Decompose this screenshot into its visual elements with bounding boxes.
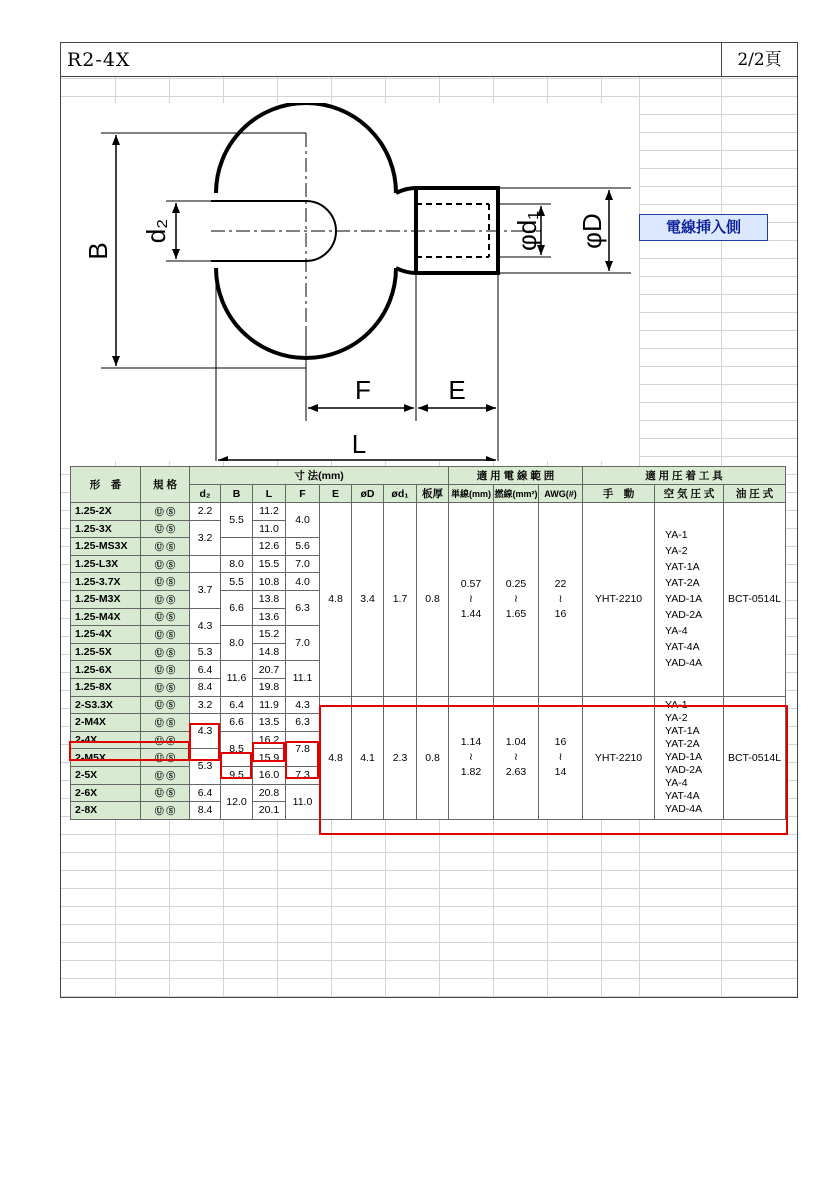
range-value: 14 (554, 766, 567, 779)
d2-cell: 8.4 (190, 678, 221, 696)
group2-phiD: 4.1 (352, 696, 384, 819)
header-dims: 寸 法(mm) (190, 467, 449, 485)
range-value: 16 (554, 607, 567, 620)
dim-label-F: F (355, 375, 371, 405)
header-model: 形 番 (71, 467, 141, 503)
model-cell: 1.25-5X (71, 643, 141, 661)
B-cell: 6.4 (221, 696, 253, 714)
range-value: ≀ (514, 592, 518, 605)
subheader-8: 単線(mm) (449, 485, 494, 503)
B-cell: 6.6 (221, 714, 253, 732)
L-cell: 10.8 (253, 573, 286, 591)
B-cell: 5.5 (221, 573, 253, 591)
model-cell: 1.25-L3X (71, 555, 141, 573)
ul-csa-mark-icon: Ⓤ Ⓢ (141, 538, 190, 556)
L-cell: 11.9 (253, 696, 286, 714)
tool-item: YAD-1A (665, 751, 703, 764)
group2-manual-tool: YHT-2210 (583, 696, 655, 819)
subheader-11: 手 動 (583, 485, 655, 503)
group2-hydraulic-tool: BCT-0514L (724, 696, 786, 819)
ul-csa-mark-icon: Ⓤ Ⓢ (141, 643, 190, 661)
tool-item: YA-2 (665, 712, 688, 725)
range-value: 1.44 (460, 607, 482, 620)
dim-label-L: L (351, 429, 367, 459)
ul-csa-mark-icon: Ⓤ Ⓢ (141, 749, 190, 767)
d2-cell (190, 555, 221, 573)
ul-csa-mark-icon: Ⓤ Ⓢ (141, 678, 190, 696)
F-cell: 7.8 (286, 731, 320, 766)
subheader-12: 空 気 圧 式 (655, 485, 724, 503)
tool-item: YA-4 (665, 777, 688, 790)
dim-label-phi-D: φD (577, 213, 607, 249)
group1-E: 4.8 (320, 503, 352, 697)
L-cell: 12.6 (253, 538, 286, 556)
range-value: 16 (554, 736, 567, 749)
group1-pneumatic-tools (655, 503, 724, 697)
group1-solid (449, 503, 494, 697)
model-cell: 1.25-M4X (71, 608, 141, 626)
model-cell: 1.25-6X (71, 661, 141, 679)
terminal-diagram (61, 103, 639, 461)
ul-csa-mark-icon: Ⓤ Ⓢ (141, 573, 190, 591)
ul-csa-mark-icon: Ⓤ Ⓢ (141, 503, 190, 521)
L-cell: 13.6 (253, 608, 286, 626)
group1-stranded (494, 503, 539, 697)
spec-table-body (71, 503, 786, 820)
range-value: ≀ (469, 592, 473, 605)
tool-item: YAD-2A (665, 609, 703, 622)
spec-table (70, 466, 786, 820)
tool-item: YAT-4A (665, 641, 700, 654)
F-cell: 6.3 (286, 590, 320, 625)
range-value: 0.57 (460, 577, 482, 590)
tool-item: YAT-4A (665, 790, 700, 803)
subheader-9: 撚線(mm²) (494, 485, 539, 503)
F-cell: 6.3 (286, 714, 320, 732)
tool-item: YAD-4A (665, 657, 703, 670)
subheader-1: B (221, 485, 253, 503)
model-cell: 2-8X (71, 802, 141, 820)
range-value: 1.04 (505, 736, 527, 749)
model-cell: 1.25-MS3X (71, 538, 141, 556)
group2-solid (449, 696, 494, 819)
header-wire-range: 適 用 電 線 範 囲 (449, 467, 583, 485)
d2-cell: 5.3 (190, 643, 221, 661)
group2-awg (539, 696, 583, 819)
tool-item: YA-2 (665, 545, 688, 558)
L-cell: 15.2 (253, 626, 286, 644)
tool-item: YA-4 (665, 625, 688, 638)
F-cell: 5.6 (286, 538, 320, 556)
tool-item: YAD-4A (665, 803, 703, 816)
L-cell: 14.8 (253, 643, 286, 661)
L-cell: 13.5 (253, 714, 286, 732)
range-value: 1.82 (460, 766, 482, 779)
tool-item: YAT-1A (665, 561, 700, 574)
ul-csa-mark-icon: Ⓤ Ⓢ (141, 696, 190, 714)
tool-item: YA-1 (665, 529, 688, 542)
range-value: ≀ (558, 592, 563, 605)
model-cell: 2-M5X (71, 749, 141, 767)
group1-hydraulic-tool: BCT-0514L (724, 503, 786, 697)
dim-label-E: E (448, 375, 466, 405)
ul-csa-mark-icon: Ⓤ Ⓢ (141, 766, 190, 784)
B-cell: 12.0 (221, 784, 253, 819)
L-cell: 13.8 (253, 590, 286, 608)
range-value: ≀ (514, 751, 518, 764)
L-cell: 15.9 (253, 749, 286, 767)
subheader-2: L (253, 485, 286, 503)
model-cell: 2-M4X (71, 714, 141, 732)
model-cell: 1.25-3X (71, 520, 141, 538)
ul-csa-mark-icon: Ⓤ Ⓢ (141, 608, 190, 626)
model-cell: 2-S3.3X (71, 696, 141, 714)
header-tools: 適 用 圧 着 工 具 (583, 467, 786, 485)
model-cell: 2-4X (71, 731, 141, 749)
group1-thickness: 0.8 (417, 503, 449, 697)
model-cell: 1.25-4X (71, 626, 141, 644)
d2-cell: 5.3 (190, 749, 221, 784)
table-row (71, 696, 786, 714)
d2-cell: 3.2 (190, 520, 221, 555)
d2-cell: 4.3 (190, 714, 221, 749)
title-row (61, 43, 797, 77)
F-cell: 7.0 (286, 626, 320, 661)
range-value: 1.65 (505, 607, 527, 620)
B-cell: 5.5 (221, 503, 253, 538)
group2-E: 4.8 (320, 696, 352, 819)
ul-csa-mark-icon: Ⓤ Ⓢ (141, 590, 190, 608)
L-cell: 20.7 (253, 661, 286, 679)
range-value: 0.25 (505, 577, 527, 590)
B-cell: 8.0 (221, 626, 253, 661)
tool-item: YA-1 (665, 699, 688, 712)
d2-cell: 4.3 (190, 608, 221, 643)
ul-csa-mark-icon: Ⓤ Ⓢ (141, 714, 190, 732)
d2-cell: 8.4 (190, 802, 221, 820)
subheader-4: E (320, 485, 352, 503)
subheader-3: F (286, 485, 320, 503)
d2-cell: 6.4 (190, 784, 221, 802)
F-cell: 7.3 (286, 766, 320, 784)
group2-thickness: 0.8 (417, 696, 449, 819)
B-cell: 8.5 (221, 731, 253, 766)
B-cell: 11.6 (221, 661, 253, 696)
L-cell: 20.1 (253, 802, 286, 820)
L-cell: 16.0 (253, 766, 286, 784)
group1-phiD: 3.4 (352, 503, 384, 697)
L-cell: 20.8 (253, 784, 286, 802)
model-cell: 1.25-8X (71, 678, 141, 696)
L-cell: 19.8 (253, 678, 286, 696)
model-cell: 1.25-3.7X (71, 573, 141, 591)
L-cell: 11.0 (253, 520, 286, 538)
B-cell: 9.5 (221, 766, 253, 784)
header-standard: 規 格 (141, 467, 190, 503)
subheader-6: ød₁ (384, 485, 417, 503)
ul-csa-mark-icon: Ⓤ Ⓢ (141, 802, 190, 820)
ul-csa-mark-icon: Ⓤ Ⓢ (141, 731, 190, 749)
dim-label-d2: d₂ (141, 218, 171, 244)
subheader-13: 油 圧 式 (724, 485, 786, 503)
F-cell: 7.0 (286, 555, 320, 573)
range-value: 22 (554, 577, 567, 590)
model-cell: 2-5X (71, 766, 141, 784)
d2-cell: 2.2 (190, 503, 221, 521)
ul-csa-mark-icon: Ⓤ Ⓢ (141, 520, 190, 538)
range-value: 2.63 (505, 766, 527, 779)
tool-item: YAD-2A (665, 764, 703, 777)
model-cell: 1.25-M3X (71, 590, 141, 608)
group1-phid1: 1.7 (384, 503, 417, 697)
tool-item: YAT-2A (665, 738, 700, 751)
dim-label-phi-d1: φd₁ (512, 210, 542, 252)
F-cell: 4.0 (286, 573, 320, 591)
range-value: ≀ (469, 751, 473, 764)
page-number: 2/2頁 (721, 43, 797, 77)
spreadsheet-page (60, 42, 798, 998)
ul-csa-mark-icon: Ⓤ Ⓢ (141, 661, 190, 679)
B-cell: 8.0 (221, 555, 253, 573)
F-cell: 4.3 (286, 696, 320, 714)
dim-label-B: B (83, 242, 113, 260)
model-cell: 1.25-2X (71, 503, 141, 521)
group2-stranded (494, 696, 539, 819)
tool-item: YAT-1A (665, 725, 700, 738)
table-row (71, 503, 786, 521)
ul-csa-mark-icon: Ⓤ Ⓢ (141, 784, 190, 802)
L-cell: 15.5 (253, 555, 286, 573)
ul-csa-mark-icon: Ⓤ Ⓢ (141, 626, 190, 644)
subheader-10: AWG(#) (539, 485, 583, 503)
L-cell: 11.2 (253, 503, 286, 521)
range-value: ≀ (558, 751, 563, 764)
group2-pneumatic-tools (655, 696, 724, 819)
group2-phid1: 2.3 (384, 696, 417, 819)
tool-item: YAT-2A (665, 577, 700, 590)
F-cell: 11.1 (286, 661, 320, 696)
ul-csa-mark-icon: Ⓤ Ⓢ (141, 555, 190, 573)
terminal-dimension-drawing (61, 103, 639, 461)
document-title: R2-4X (67, 49, 131, 71)
range-value: 1.14 (460, 736, 482, 749)
B-cell: 6.6 (221, 590, 253, 625)
model-cell: 2-6X (71, 784, 141, 802)
tool-item: YAD-1A (665, 593, 703, 606)
subheader-0: d₂ (190, 485, 221, 503)
B-cell (221, 538, 253, 556)
subheader-5: øD (352, 485, 384, 503)
group1-manual-tool: YHT-2210 (583, 503, 655, 697)
subheader-7: 板厚 (417, 485, 449, 503)
L-cell: 16.2 (253, 731, 286, 749)
group1-awg (539, 503, 583, 697)
d2-cell: 3.7 (190, 573, 221, 608)
d2-cell: 6.4 (190, 661, 221, 679)
F-cell: 11.0 (286, 784, 320, 819)
F-cell: 4.0 (286, 503, 320, 538)
wire-insert-side-label: 電線挿入側 (639, 214, 768, 241)
d2-cell: 3.2 (190, 696, 221, 714)
